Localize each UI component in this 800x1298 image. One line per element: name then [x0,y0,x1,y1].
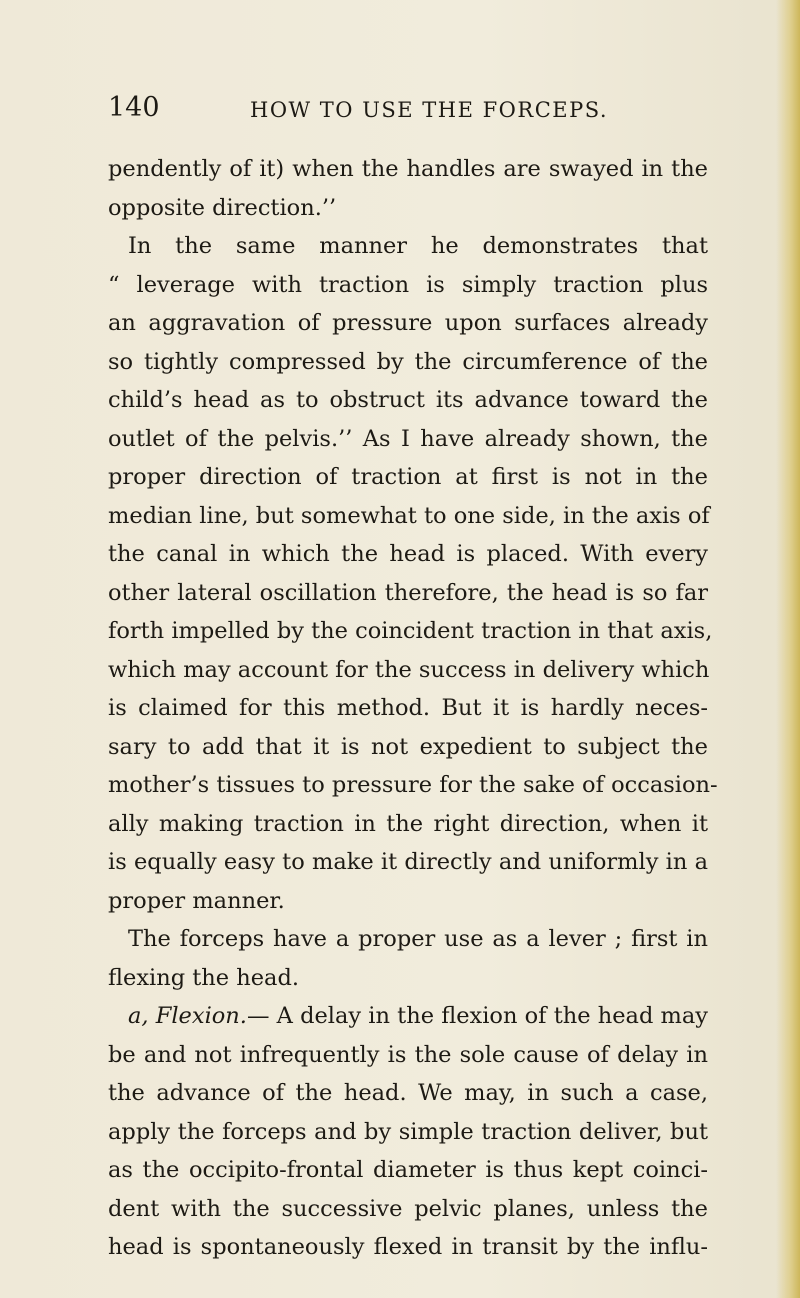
page-edge-shadow [776,0,800,1298]
text-line: is claimed for this method. But it is hardly neces- [108,695,708,721]
text-line: forth impelled by the coincident traction in that axis, [108,618,713,644]
text-line: The forceps have a proper use as a lever ; first in [128,926,708,952]
text-line: is equally easy to make it directly and uniformly in a [108,849,708,875]
text-line: dent with the successive pelvic planes, unless the [108,1195,708,1222]
text-line: ally making traction in the right direction, when it [108,810,708,837]
text-line: mother’s tissues to pressure for the sake of occasion- [108,772,718,798]
text-line-section-start [108,997,708,1036]
text-line: an aggravation of pressure upon surfaces already [108,310,708,336]
text-line: proper direction of traction at first is not in the [108,464,708,490]
text-line: head is spontaneously flexed in transit by the influ- [108,1234,708,1260]
text-line: sary to add that it is not expedient to subject the [108,733,708,760]
text-line: opposite direction.’’ [108,194,337,221]
text-line: other lateral oscillation therefore, the head is so far [108,579,708,606]
text-line: pendently of it) when the handles are swayed in the [108,156,708,182]
text-line: In the same manner he demonstrates that [128,233,708,259]
text-line: apply the forceps and by simple traction deliver, but [108,1118,708,1145]
text-line: so tightly compressed by the circumference of the [108,348,708,375]
text-line: child’s head as to obstruct its advance toward the [108,387,708,413]
text-line: which may account for the success in delivery which [108,656,710,683]
page-number: 140 [108,92,160,123]
running-head: HOW TO USE THE FORCEPS. [250,98,609,122]
text-line: be and not infrequently is the sole cause of delay in [108,1041,708,1068]
section-label: a, Flexion. [128,1003,247,1029]
section-text: — A delay in the flexion of the head may [246,1003,708,1029]
text-line: as the occipito-frontal diameter is thus kept coinci- [108,1157,708,1183]
page-header [0,92,800,132]
body-text [108,150,718,1267]
text-line: the canal in which the head is placed. With every [108,541,708,567]
text-line: the advance of the head. We may, in such a case, [108,1080,708,1106]
text-line: proper manner. [108,887,285,914]
text-line: outlet of the pelvis.’’ As I have already shown, the [108,425,708,452]
text-line: flexing the head. [108,964,300,991]
text-line: “ leverage with traction is simply traction plus [108,271,708,298]
text-line: median line, but somewhat to one side, in the axis of [108,502,710,529]
